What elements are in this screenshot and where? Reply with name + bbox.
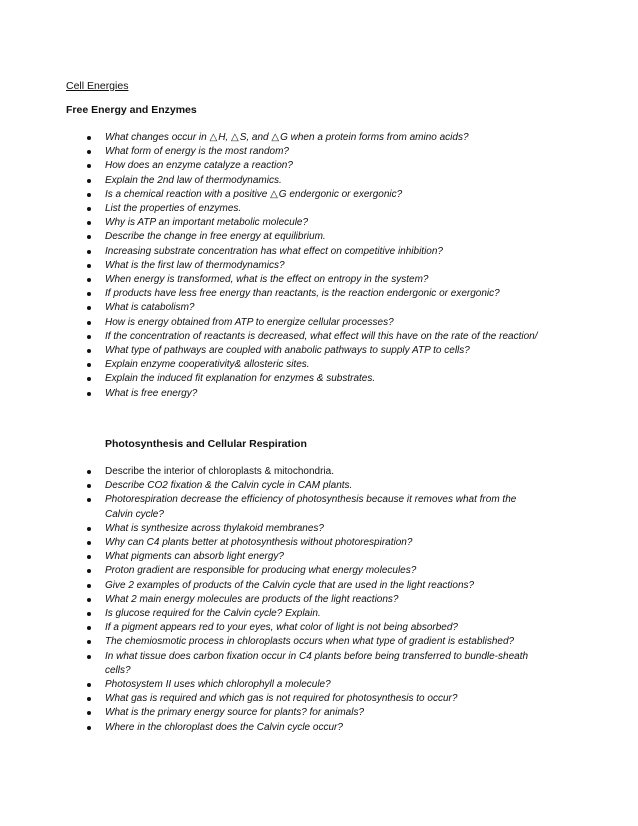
bullet-icon [87, 377, 91, 381]
list-item: When energy is transformed, what is the effect on entropy in the system? [66, 273, 546, 287]
list-item: Give 2 examples of products of the Calvin cycle that are used in the light reactions? [66, 579, 546, 593]
list-item: Describe the change in free energy at equilibrium. [66, 230, 546, 244]
list-item: What 2 main energy molecules are products of the light reactions? [66, 593, 546, 607]
delta-icon: △ [271, 132, 280, 143]
bullet-icon [87, 150, 91, 154]
delta-icon: △ [209, 132, 218, 143]
bullet-icon [87, 711, 91, 715]
bullet-icon [87, 612, 91, 616]
bullet-icon [87, 349, 91, 353]
list-item: Proton gradient are responsible for producing what energy molecules? [66, 564, 546, 578]
list-item: What form of energy is the most random? [66, 145, 546, 159]
bullet-icon [87, 193, 91, 197]
list-item: Is a chemical reaction with a positive △G endergonic or exergonic? [66, 188, 546, 202]
bullet-icon [87, 726, 91, 730]
document-title: Cell Energies [66, 80, 129, 92]
bullet-icon [87, 584, 91, 588]
bullet-icon [87, 541, 91, 545]
bullet-icon [87, 498, 91, 502]
list-item: How does an enzyme catalyze a reaction? [66, 159, 546, 173]
list-item: What is synthesize across thylakoid membranes? [66, 522, 546, 536]
list-item: Why can C4 plants better at photosynthesis without photorespiration? [66, 536, 546, 550]
list-item: If a pigment appears red to your eyes, what color of light is not being absorbed? [66, 621, 546, 635]
bullet-icon [87, 235, 91, 239]
bullet-icon [87, 221, 91, 225]
list-item: Explain enzyme cooperativity& allosteric sites. [66, 358, 546, 372]
section-heading-free-energy: Free Energy and Enzymes [66, 104, 197, 116]
list-item: Photosystem II uses which chlorophyll a molecule? [66, 678, 546, 692]
list-item: Increasing substrate concentration has what effect on competitive inhibition? [66, 245, 546, 259]
list-item: Describe CO2 fixation & the Calvin cycle in CAM plants. [66, 479, 546, 493]
bullet-icon [87, 683, 91, 687]
bullet-icon [87, 278, 91, 282]
list-item: List the properties of enzymes. [66, 202, 546, 216]
question-list-photosynthesis [66, 465, 546, 735]
bullet-icon [87, 363, 91, 367]
list-item: What changes occur in △H, △S, and △G when a protein forms from amino acids? [66, 131, 546, 145]
list-item: What is catabolism? [66, 301, 546, 315]
bullet-icon [87, 598, 91, 602]
bullet-icon [87, 484, 91, 488]
bullet-icon [87, 321, 91, 325]
bullet-icon [87, 697, 91, 701]
delta-icon: △ [270, 188, 278, 200]
section-heading-photosynthesis: Photosynthesis and Cellular Respiration [105, 438, 307, 450]
list-item: What pigments can absorb light energy? [66, 550, 546, 564]
bullet-icon [87, 569, 91, 573]
bullet-icon [87, 392, 91, 396]
list-item: What is free energy? [66, 387, 546, 401]
list-item: If the concentration of reactants is decreased, what effect will this have on the rate of the reaction/ [66, 330, 546, 344]
bullet-icon [87, 306, 91, 310]
list-item: What type of pathways are coupled with anabolic pathways to supply ATP to cells? [66, 344, 546, 358]
bullet-icon [87, 292, 91, 296]
bullet-icon [87, 136, 91, 140]
list-item: Why is ATP an important metabolic molecule? [66, 216, 546, 230]
bullet-icon [87, 207, 91, 211]
list-item: In what tissue does carbon fixation occur in C4 plants before being transferred to bundle-sheath cells? [66, 650, 546, 678]
bullet-icon [87, 470, 91, 474]
bullet-icon [87, 555, 91, 559]
list-item: Explain the induced fit explanation for enzymes & substrates. [66, 372, 546, 386]
question-list-free-energy [66, 131, 546, 401]
bullet-icon [87, 164, 91, 168]
delta-icon: △ [230, 132, 239, 143]
list-item: What is the primary energy source for plants? for animals? [66, 706, 546, 720]
bullet-icon [87, 250, 91, 254]
bullet-icon [87, 264, 91, 268]
list-item: What is the first law of thermodynamics? [66, 259, 546, 273]
bullet-icon [87, 626, 91, 630]
bullet-icon [87, 179, 91, 183]
list-item: Is glucose required for the Calvin cycle? Explain. [66, 607, 546, 621]
bullet-icon [87, 335, 91, 339]
list-item: If products have less free energy than reactants, is the reaction endergonic or exergonic? [66, 287, 546, 301]
list-item: The chemiosmotic process in chloroplasts occurs when what type of gradient is established? [66, 635, 546, 649]
list-item: Where in the chloroplast does the Calvin cycle occur? [66, 721, 546, 735]
bullet-icon [87, 640, 91, 644]
list-item: Describe the interior of chloroplasts & mitochondria. [66, 465, 546, 479]
bullet-icon [87, 527, 91, 531]
list-item: How is energy obtained from ATP to energize cellular processes? [66, 316, 546, 330]
list-item: What gas is required and which gas is not required for photosynthesis to occur? [66, 692, 546, 706]
list-item: Photorespiration decrease the efficiency of photosynthesis because it removes what from the Calvin cycle? [66, 493, 546, 521]
bullet-icon [87, 655, 91, 659]
list-item: Explain the 2nd law of thermodynamics. [66, 174, 546, 188]
